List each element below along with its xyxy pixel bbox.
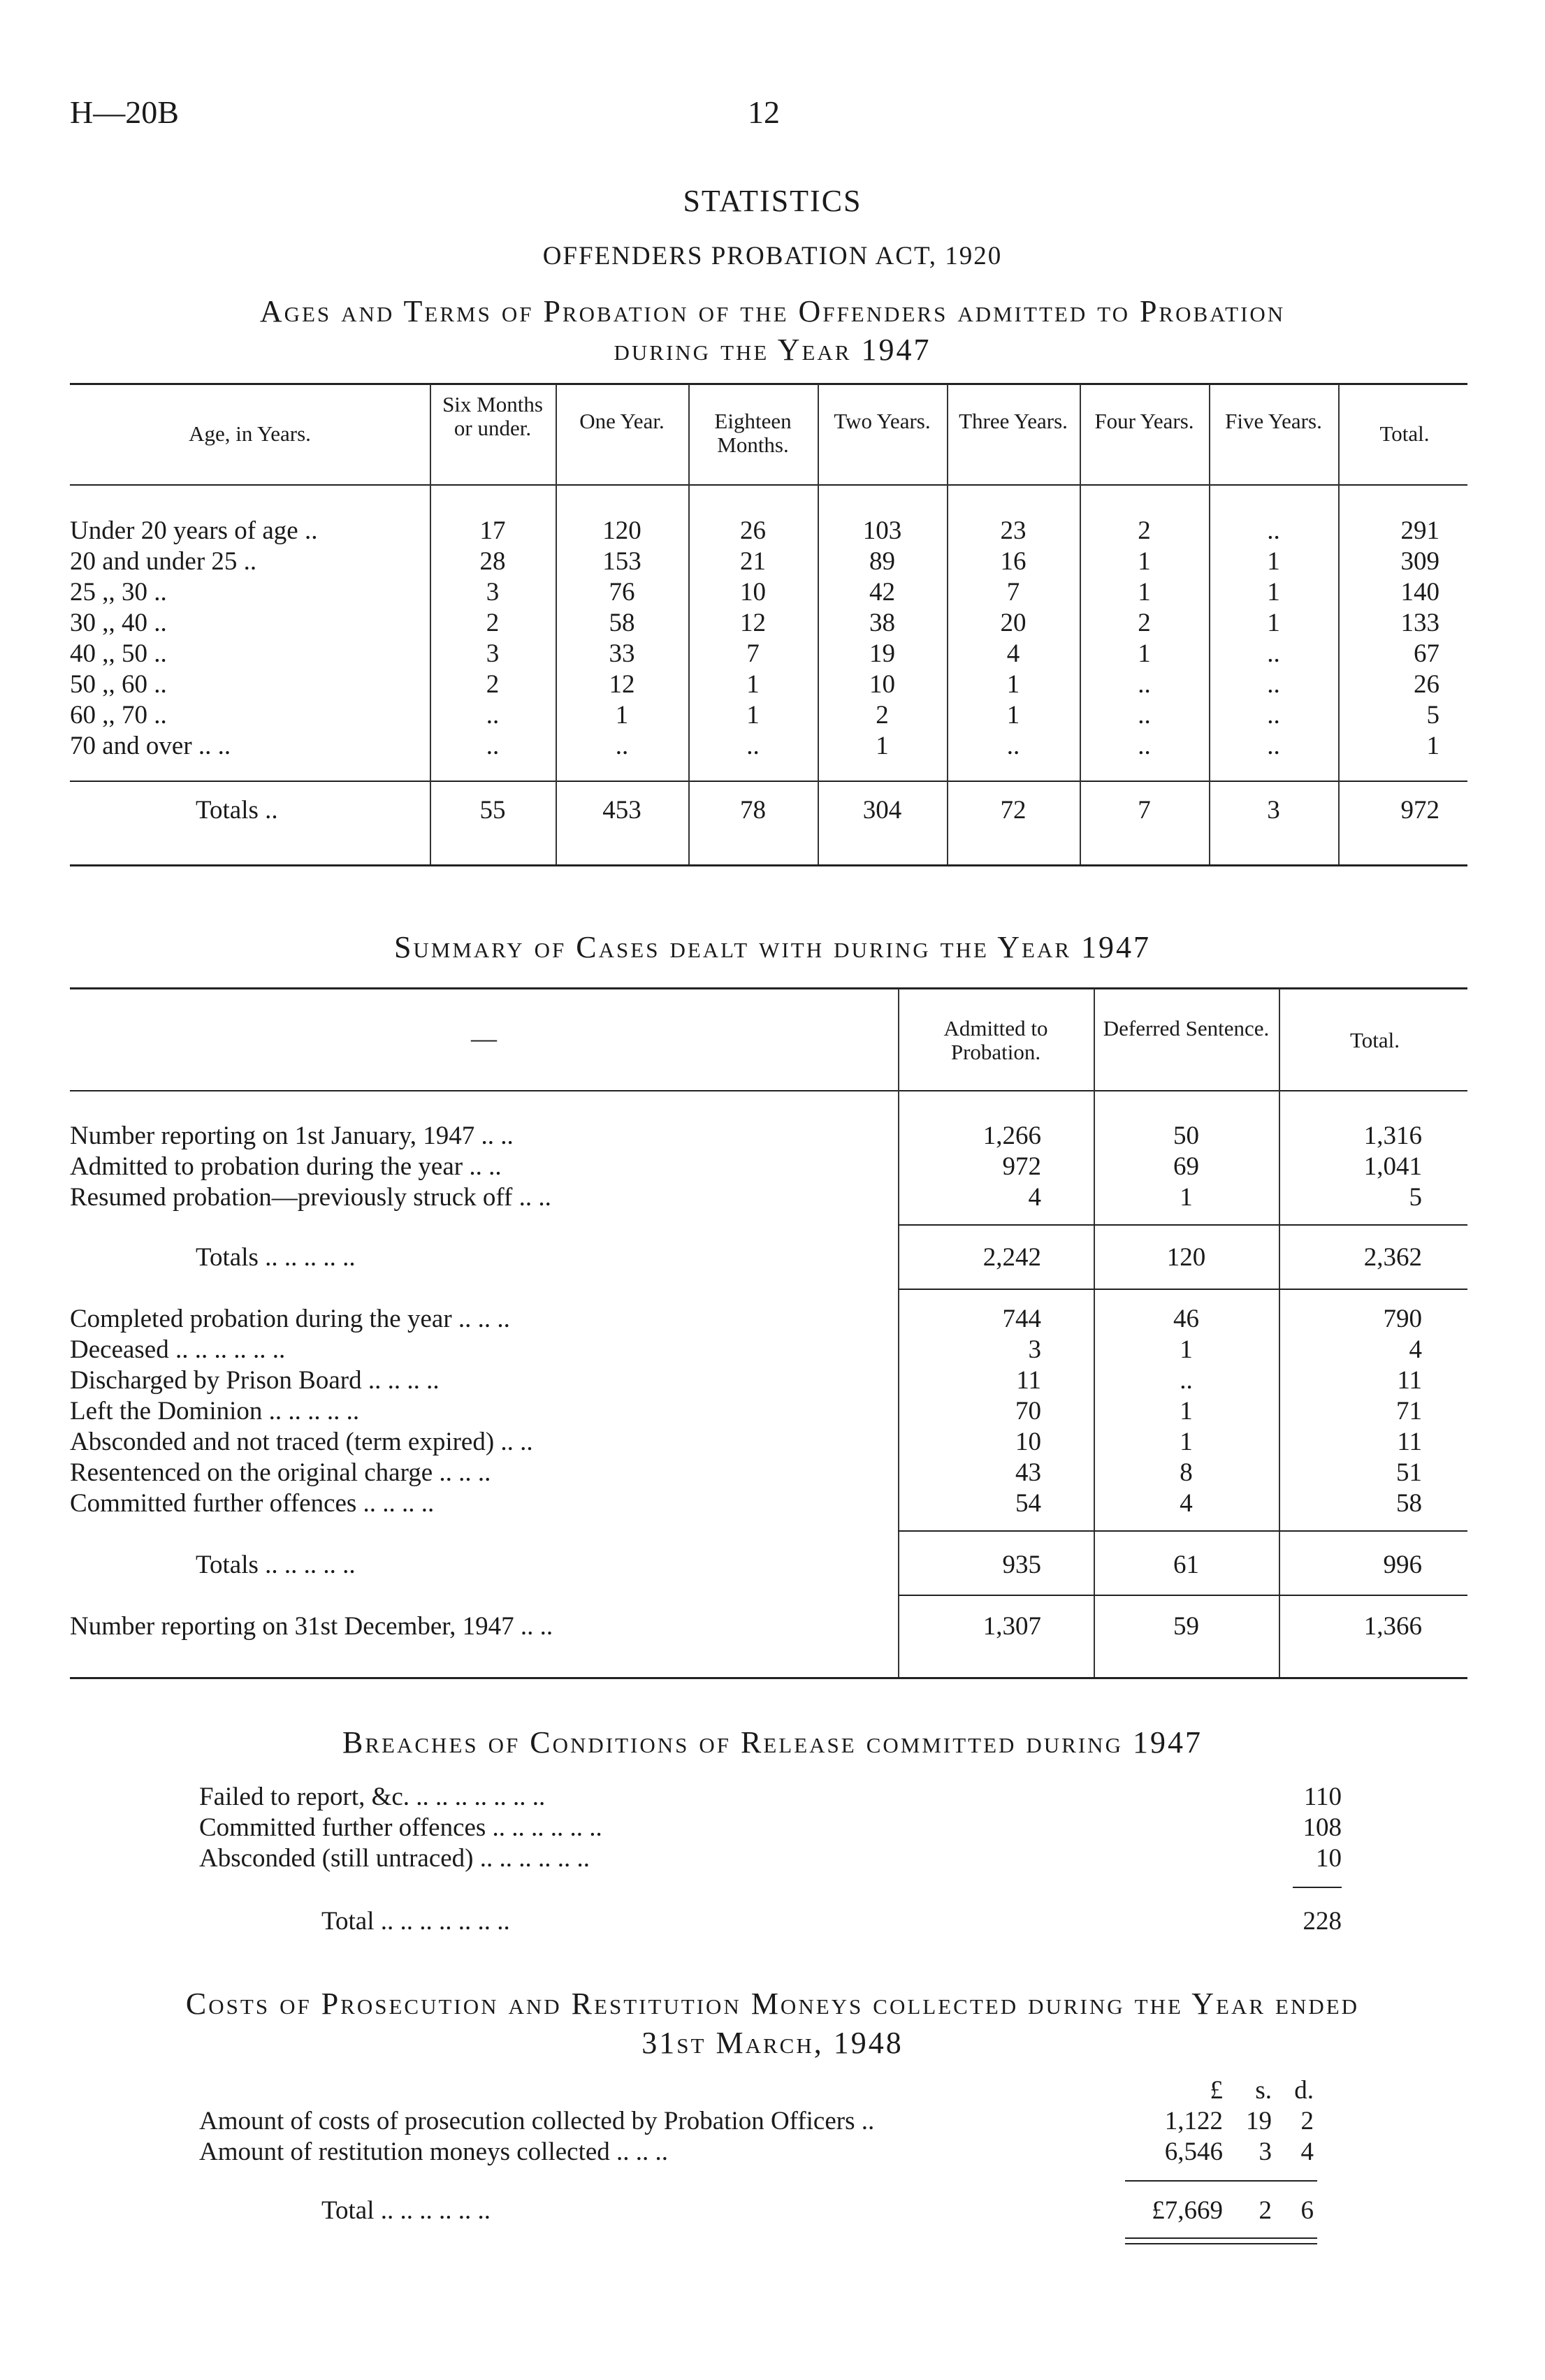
table-cell: 5: [1426, 701, 1439, 730]
table-cell: 1: [1138, 547, 1151, 576]
costs-title-line2: 31st March, 1948: [641, 2026, 904, 2060]
table-cell: 4: [1300, 2138, 1314, 2166]
table-cell: 1,366: [1363, 1612, 1422, 1641]
table-cell: 3: [1267, 796, 1280, 825]
table-cell: ..: [1138, 670, 1151, 699]
table-cell: 16: [1000, 547, 1027, 576]
costs-title: Costs of Prosecution and Restitution Moneys collected during the Year ended: [185, 1987, 1360, 2021]
table-cell: 1: [746, 701, 760, 730]
table-row-label: Left the Dominion .. .. .. .. ..: [70, 1397, 360, 1425]
table-cell: ..: [486, 732, 500, 760]
table-row-label: 70 and over .. ..: [70, 732, 231, 760]
table-row-label: Under 20 years of age ..: [70, 516, 318, 545]
costs-total-shillings: 2: [1259, 2196, 1272, 2225]
table-cell: 38: [869, 609, 895, 637]
table-cell: 2: [486, 609, 500, 637]
table-cell: 291: [1400, 516, 1439, 545]
table-cell: 10: [869, 670, 895, 699]
list-item-value: 10: [1316, 1844, 1342, 1873]
table-cell: 26: [740, 516, 766, 545]
table-cell: 790: [1383, 1305, 1422, 1333]
table-cell: 309: [1400, 547, 1439, 576]
table-cell: 54: [1015, 1489, 1041, 1518]
table-cell: 72: [1000, 796, 1027, 825]
table-cell: 46: [1173, 1305, 1199, 1333]
table-cell: 78: [740, 796, 766, 825]
table-cell: 1: [1180, 1183, 1193, 1212]
table-cell: 76: [609, 578, 635, 607]
table-cell: 996: [1383, 1551, 1422, 1579]
header-five-years: Five Years.: [1225, 409, 1322, 433]
table-cell: 5: [1409, 1183, 1422, 1212]
table-cell: 1: [1138, 639, 1151, 668]
table-cell: 10: [1015, 1428, 1041, 1456]
table-row-label: 25 ,, 30 ..: [70, 578, 167, 607]
costs-total-label: Total .. .. .. .. .. ..: [321, 2196, 491, 2225]
table-cell: 935: [1002, 1551, 1041, 1579]
pence-heading: d.: [1294, 2076, 1314, 2105]
table-row-label: Amount of restitution moneys collected .. .. ..: [199, 2138, 669, 2166]
table-cell: 8: [1180, 1458, 1193, 1487]
table-cell: 4: [1028, 1183, 1041, 1212]
table-cell: 1: [1180, 1428, 1193, 1456]
table-cell: ..: [1267, 639, 1280, 668]
table-cell: 12: [740, 609, 766, 637]
table-cell: 11: [1397, 1428, 1422, 1456]
table-cell: 1: [1006, 701, 1020, 730]
table-row-label: Amount of costs of prosecution collected by Probation Officers ..: [199, 2107, 875, 2135]
table-cell: 70: [1015, 1397, 1041, 1425]
table-cell: 1,041: [1363, 1152, 1422, 1181]
header-deferred: Deferred Sentence.: [1103, 1016, 1270, 1040]
table-cell: 4: [1409, 1335, 1422, 1364]
header-blank: —: [471, 1024, 497, 1053]
table-row-label: 60 ,, 70 ..: [70, 701, 167, 730]
table-row-label: Completed probation during the year .. .. ..: [70, 1305, 510, 1333]
table-cell: 2: [486, 670, 500, 699]
table-cell: 61: [1173, 1551, 1199, 1579]
table1-title-line2: during the Year 1947: [614, 333, 931, 367]
breaches-total-label: Total .. .. .. .. .. .. ..: [321, 1907, 510, 1936]
totals-label: Totals ..: [196, 796, 278, 825]
table-cell: ..: [1267, 670, 1280, 699]
table-cell: 1: [1426, 732, 1439, 760]
list-item-label: Absconded (still untraced) .. .. .. .. .. ..: [199, 1844, 590, 1873]
table-cell: 11: [1397, 1366, 1422, 1395]
table-cell: 58: [1396, 1489, 1422, 1518]
header-four-years: Four Years.: [1094, 409, 1194, 433]
table-cell: 972: [1002, 1152, 1041, 1181]
table-cell: 2: [1300, 2107, 1314, 2135]
table-row-label: 50 ,, 60 ..: [70, 670, 167, 699]
table-cell: 120: [1166, 1243, 1206, 1272]
table-row-label: Resumed probation—previously struck off .. ..: [70, 1183, 551, 1212]
table-cell: 3: [486, 578, 500, 607]
table-row-label: Deceased .. .. .. .. .. ..: [70, 1335, 286, 1364]
final-row-label: Number reporting on 31st December, 1947 .. ..: [70, 1612, 553, 1641]
costs-total-pounds: £7,669: [1152, 2196, 1223, 2225]
table-cell: 2,242: [982, 1243, 1041, 1272]
page-reference: H—20B: [70, 94, 179, 130]
table-row-label: Number reporting on 1st January, 1947 .. ..: [70, 1122, 514, 1150]
table-cell: 67: [1414, 639, 1439, 668]
header-age: Age, in Years.: [189, 421, 311, 446]
act-title: OFFENDERS PROBATION ACT, 1920: [542, 242, 1003, 270]
table-cell: 7: [746, 639, 760, 668]
table-cell: 19: [1246, 2107, 1272, 2135]
table-cell: ..: [1267, 701, 1280, 730]
table-cell: 1: [1180, 1335, 1193, 1364]
table-cell: 1: [1180, 1397, 1193, 1425]
table-cell: 12: [609, 670, 635, 699]
table-cell: 1: [1267, 578, 1280, 607]
table-cell: 55: [479, 796, 506, 825]
table-cell: 6,546: [1164, 2138, 1223, 2166]
table-cell: 1,122: [1164, 2107, 1223, 2135]
table-cell: 50: [1173, 1122, 1199, 1150]
table-cell: 58: [609, 609, 635, 637]
table-cell: 19: [869, 639, 895, 668]
table-cell: 103: [862, 516, 902, 545]
table-row-label: Admitted to probation during the year .. ..: [70, 1152, 502, 1181]
table-row-label: 30 ,, 40 ..: [70, 609, 167, 637]
table-cell: 51: [1396, 1458, 1422, 1487]
table-cell: 17: [479, 516, 506, 545]
table-cell: 3: [486, 639, 500, 668]
table-cell: 2: [1138, 609, 1151, 637]
table-cell: 1,307: [982, 1612, 1041, 1641]
table-cell: 972: [1400, 796, 1439, 825]
header-total: Total.: [1379, 421, 1430, 446]
table-cell: 744: [1002, 1305, 1041, 1333]
table-cell: ..: [1006, 732, 1020, 760]
table1-title: Ages and Terms of Probation of the Offenders admitted to Probation: [259, 294, 1286, 328]
header-eighteen-months: Eighteen Months.: [714, 409, 792, 457]
table-row-label: 20 and under 25 ..: [70, 547, 257, 576]
breaches-total-value: 228: [1303, 1907, 1342, 1936]
table-cell: ..: [1138, 701, 1151, 730]
table-cell: 26: [1414, 670, 1439, 699]
table-cell: 2: [1138, 516, 1151, 545]
table-cell: 453: [602, 796, 641, 825]
table-cell: 10: [740, 578, 766, 607]
table-row-label: Resentenced on the original charge .. .. ..: [70, 1458, 491, 1487]
costs-total-pence: 6: [1300, 2196, 1314, 2225]
table-cell: 4: [1180, 1489, 1193, 1518]
table-cell: 2: [876, 701, 889, 730]
breaches-title: Breaches of Conditions of Release committed during 1947: [342, 1725, 1203, 1759]
header-total: Total.: [1349, 1028, 1400, 1052]
table-cell: 153: [602, 547, 641, 576]
table-cell: ..: [1267, 732, 1280, 760]
summary-title: Summary of Cases dealt with during the Year 1947: [393, 930, 1152, 964]
table-cell: 1: [876, 732, 889, 760]
list-item-label: Committed further offences .. .. .. .. .. ..: [199, 1813, 602, 1842]
page-number: 12: [748, 94, 780, 130]
table-cell: 23: [1000, 516, 1027, 545]
list-item-value: 108: [1303, 1813, 1342, 1842]
table-cell: 1,266: [982, 1122, 1041, 1150]
table-cell: 1: [746, 670, 760, 699]
table-cell: 120: [602, 516, 641, 545]
table-row-label: Discharged by Prison Board .. .. .. ..: [70, 1366, 440, 1395]
table-cell: 140: [1400, 578, 1439, 607]
table-cell: 1: [1267, 609, 1280, 637]
totals-label: Totals .. .. .. .. ..: [196, 1551, 356, 1579]
table-cell: ..: [1138, 732, 1151, 760]
table-cell: 133: [1400, 609, 1439, 637]
totals-label: Totals .. .. .. .. ..: [196, 1243, 356, 1272]
table-cell: ..: [1267, 516, 1280, 545]
table-cell: 3: [1259, 2138, 1272, 2166]
table-cell: 21: [740, 547, 766, 576]
table-cell: 1: [1006, 670, 1020, 699]
table-cell: 4: [1006, 639, 1020, 668]
table-cell: 43: [1015, 1458, 1041, 1487]
header-admitted: Admitted to Probation.: [943, 1016, 1048, 1064]
table-cell: 59: [1173, 1612, 1199, 1641]
list-item-value: 110: [1303, 1783, 1342, 1811]
list-item-label: Failed to report, &c. .. .. .. .. .. .. ..: [199, 1783, 546, 1811]
header-six-months: Six Months or under.: [442, 392, 543, 440]
table-cell: 3: [1028, 1335, 1041, 1364]
table-cell: ..: [615, 732, 629, 760]
table-cell: 20: [1000, 609, 1027, 637]
page-title: STATISTICS: [683, 184, 862, 218]
table-cell: ..: [1180, 1366, 1193, 1395]
header-one-year: One Year.: [579, 409, 665, 433]
header-two-years: Two Years.: [834, 409, 931, 433]
table-cell: 11: [1016, 1366, 1041, 1395]
table-row-label: Absconded and not traced (term expired) .. ..: [70, 1428, 533, 1456]
table-cell: 7: [1006, 578, 1020, 607]
header-three-years: Three Years.: [959, 409, 1068, 433]
table-cell: 69: [1173, 1152, 1199, 1181]
table-cell: 71: [1396, 1397, 1422, 1425]
table-cell: 304: [862, 796, 902, 825]
table-cell: 1: [1267, 547, 1280, 576]
table-cell: 1,316: [1363, 1122, 1422, 1150]
table-cell: ..: [746, 732, 760, 760]
table-cell: 1: [1138, 578, 1151, 607]
table-row-label: 40 ,, 50 ..: [70, 639, 167, 668]
table-cell: 7: [1138, 796, 1151, 825]
table-cell: 1: [615, 701, 629, 730]
table-cell: 33: [609, 639, 635, 668]
shillings-heading: s.: [1255, 2076, 1272, 2105]
table-cell: 89: [869, 547, 895, 576]
table-cell: 2,362: [1363, 1243, 1422, 1272]
table-row-label: Committed further offences .. .. .. ..: [70, 1489, 435, 1518]
pounds-heading: £: [1210, 2076, 1223, 2105]
table-cell: 28: [479, 547, 506, 576]
table-cell: 42: [869, 578, 895, 607]
table-cell: ..: [486, 701, 500, 730]
